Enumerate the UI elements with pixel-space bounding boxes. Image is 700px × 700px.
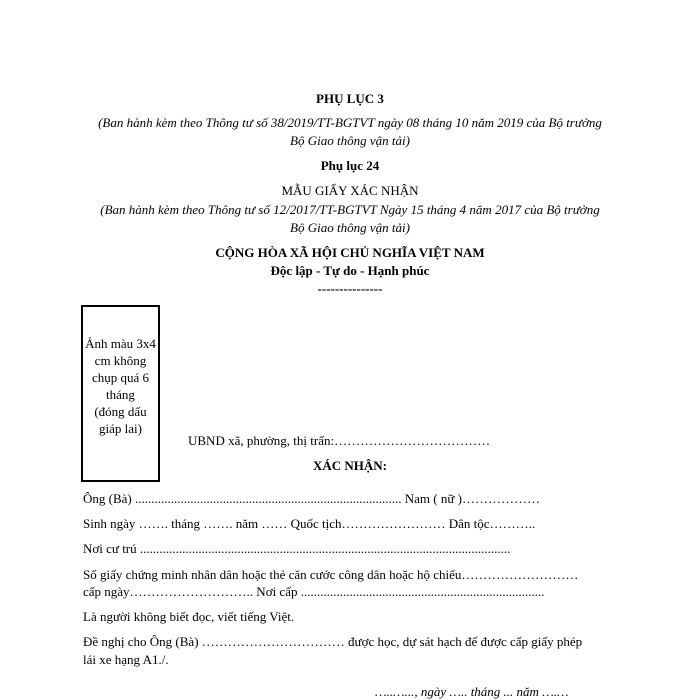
request-line-1: Đề nghị cho Ông (Bà) …………………………… được học, dự sát hạch để được cấp giấy phép — [83, 634, 583, 649]
form-note-line-2: Bộ Giao thông vận tải) — [290, 220, 410, 235]
residence-line: Nơi cư trú .................................................................................................................. — [83, 541, 511, 556]
divider: --------------- — [317, 281, 383, 296]
id-line-1: Số giấy chứng minh nhân dân hoặc thẻ căn cước công dân hoặc hộ chiếu……………………… — [83, 567, 579, 582]
photo-line: (đóng dấu — [94, 404, 147, 419]
photo-line: chụp quá 6 — [91, 370, 150, 385]
appendix-note-line-1: (Ban hành kèm theo Thông tư số 38/2019/TT-BGTVT ngày 08 tháng 10 năm 2019 của Bộ trưởng — [98, 115, 602, 130]
photo-placeholder-box — [81, 305, 160, 482]
id-line-2: cấp ngày……………………….. Nơi cấp ........................................................................... — [83, 584, 545, 599]
nation-title: CỘNG HÒA XÃ HỘI CHỦ NGHĨA VIỆT NAM — [215, 245, 485, 260]
authority-line: UBND xã, phường, thị trấn:……………………………… — [188, 433, 491, 448]
motto: Độc lập - Tự do - Hạnh phúc — [270, 263, 430, 278]
appendix-note-line-2: Bộ Giao thông vận tải) — [290, 133, 410, 148]
photo-line: giáp lai) — [99, 421, 142, 436]
date-line: …..…..., ngày ….. tháng ... năm ….… — [375, 684, 569, 699]
photo-line: tháng — [106, 387, 135, 402]
name-line: Ông (Bà) .................................................................................. Nam ( nữ )……………… — [83, 491, 540, 506]
form-title: MẪU GIẤY XÁC NHẬN — [281, 183, 419, 198]
appendix-title: PHỤ LỤC 3 — [316, 91, 384, 106]
form-note-line-1: (Ban hành kèm theo Thông tư số 12/2017/TT-BGTVT Ngày 15 tháng 4 năm 2017 của Bộ trưởng — [100, 202, 600, 217]
birth-line: Sinh ngày ……. tháng ……. năm …… Quốc tịch…………………… Dân tộc……….. — [83, 516, 536, 531]
photo-line: cm không — [94, 353, 147, 368]
illiterate-line: Là người không biết đọc, viết tiếng Việt. — [83, 609, 295, 624]
photo-instructions — [83, 335, 158, 437]
confirm-title: XÁC NHẬN: — [312, 458, 388, 473]
sub-appendix-title: Phụ lục 24 — [320, 158, 380, 173]
request-line-2: lái xe hạng A1./. — [83, 652, 169, 667]
photo-line: Ảnh màu 3x4 — [85, 336, 156, 351]
